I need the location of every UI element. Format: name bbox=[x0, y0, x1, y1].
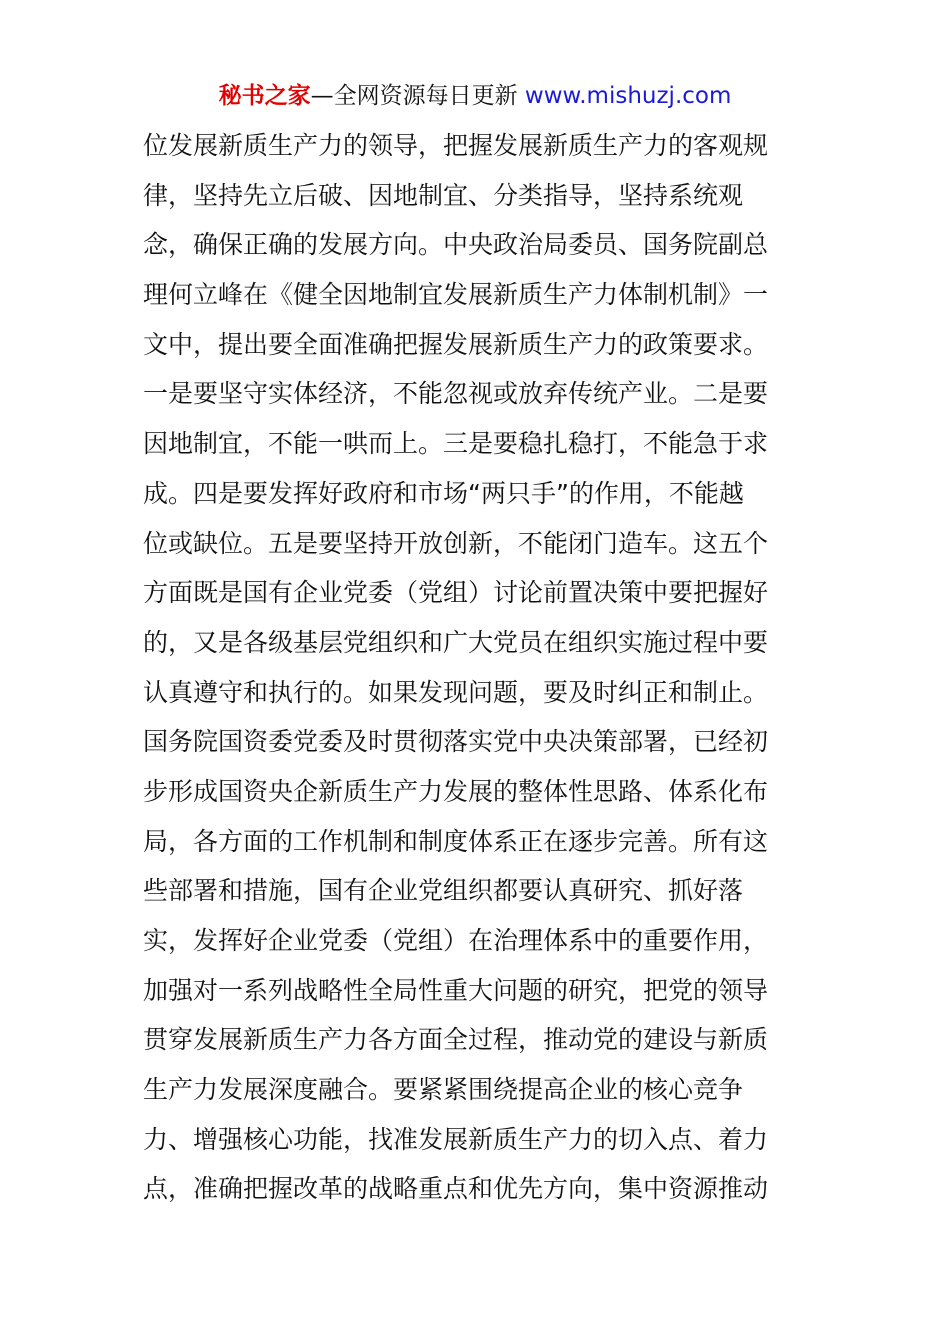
body-line: 位或缺位。五是要坚持开放创新，不能闭门造车。这五个 bbox=[143, 528, 769, 558]
body-line: 认真遵守和执行的。如果发现问题，要及时纠正和制止。 bbox=[143, 677, 769, 707]
document-body bbox=[143, 121, 815, 1214]
site-tagline: —全网资源每日更新 bbox=[310, 83, 518, 109]
body-line: 文中，提出要全面准确把握发展新质生产力的政策要求。 bbox=[143, 329, 769, 359]
body-line: 局，各方面的工作机制和制度体系正在逐步完善。所有这 bbox=[143, 826, 769, 856]
body-line: 步形成国资央企新质生产力发展的整体性思路、体系化布 bbox=[143, 776, 769, 806]
body-line: 位发展新质生产力的领导，把握发展新质生产力的客观规 bbox=[143, 131, 769, 160]
body-line: 方面既是国有企业党委（党组）讨论前置决策中要把握好 bbox=[143, 578, 769, 608]
body-line: 国务院国资委党委及时贯彻落实党中央决策部署，已经初 bbox=[143, 727, 769, 757]
body-line: 贯穿发展新质生产力各方面全过程，推动党的建设与新质 bbox=[143, 1025, 769, 1055]
body-line: 因地制宜，不能一哄而上。三是要稳扎稳打，不能急于求 bbox=[143, 429, 769, 459]
body-line: 成。四是要发挥好政府和市场“两只手”的作用，不能越 bbox=[143, 478, 744, 508]
site-header bbox=[0, 80, 950, 112]
body-line: 加强对一系列战略性全局性重大问题的研究，把党的领导 bbox=[143, 975, 769, 1005]
body-line: 实，发挥好企业党委（党组）在治理体系中的重要作用， bbox=[143, 926, 769, 955]
body-line: 点，准确把握改革的战略重点和优先方向，集中资源推动 bbox=[143, 1174, 769, 1204]
body-line: 律，坚持先立后破、因地制宜、分类指导，坚持系统观 bbox=[143, 180, 744, 210]
body-line: 理何立峰在《健全因地制宜发展新质生产力体制机制》一 bbox=[143, 280, 769, 310]
site-url-link[interactable]: www.mishuzj.com bbox=[524, 83, 732, 109]
body-line: 生产力发展深度融合。要紧紧围绕提高企业的核心竞争 bbox=[143, 1075, 744, 1105]
body-line: 力、增强核心功能，找准发展新质生产力的切入点、着力 bbox=[143, 1124, 769, 1154]
body-line: 些部署和措施，国有企业党组织都要认真研究、抓好落 bbox=[143, 876, 744, 906]
body-line: 念，确保正确的发展方向。中央政治局委员、国务院副总 bbox=[143, 230, 769, 260]
site-brand: 秘书之家 bbox=[218, 83, 311, 109]
body-line: 的，又是各级基层党组织和广大党员在组织实施过程中要 bbox=[143, 627, 769, 657]
body-line: 一是要坚守实体经济，不能忽视或放弃传统产业。二是要 bbox=[143, 379, 769, 409]
